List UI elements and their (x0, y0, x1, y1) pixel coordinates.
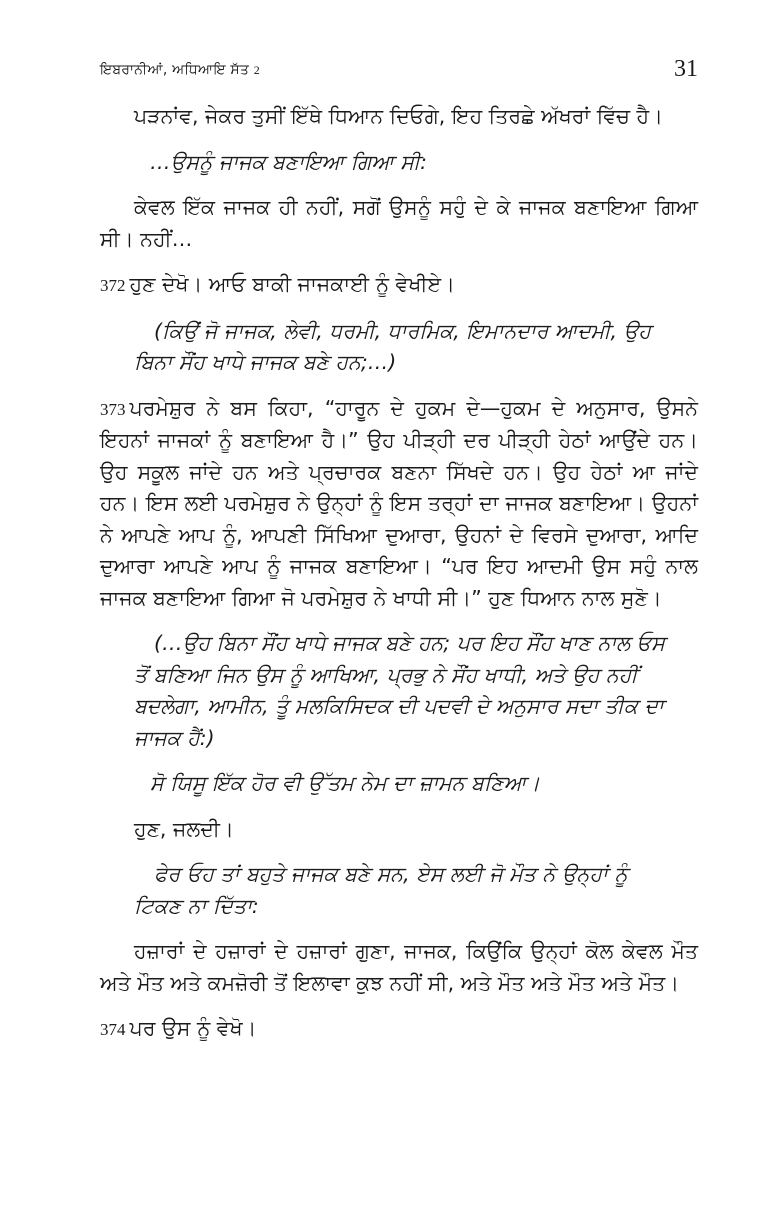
running-header (100, 56, 698, 86)
paragraph-number: 373 (100, 399, 126, 419)
scripture-quote: ਸੋ ਯਿਸੂ ਇੱਕ ਹੋਰ ਵੀ ਉੱਤਮ ਨੇਮ ਦਾ ਜ਼ਾਮਨ ਬਣਿਆ। (150, 771, 540, 795)
paragraph-text: ਪਰ ਉਸ ਨੂੰ ਵੇਖੋ। (129, 1016, 257, 1040)
scripture-quote: …ਉਸਨੂੰ ਜਾਜਕ ਬਣਾਇਆ ਗਿਆ ਸੀ: (150, 149, 428, 174)
numbered-paragraph-374 (100, 1013, 698, 1046)
paragraph: ਹੁਣ, ਜਲਦੀ। (134, 816, 234, 841)
scripture-quote: ਫੇਰ ਓਹ ਤਾਂ ਬਹੁਤੇ ਜਾਜਕ ਬਣੇ ਸਨ, ਏਸ ਲਈ ਜੋ ਮੌਤ ਨੇ ਉਨ੍ਹਾਂ ਨੂੰ ਟਿਕਣ ਨਾ ਦਿੱਤਾ: (134, 862, 628, 918)
header-chapter-number: 2 (253, 63, 260, 77)
paragraph-text: ਪਰਮੇਸ਼ੁਰ ਨੇ ਬਸ ਕਿਹਾ, “ਹਾਰੂਨ ਦੇ ਹੁਕਮ ਦੇ—ਹੁਕਮ ਦੇ ਅਨੁਸਾਰ, ਉਸਨੇ ਇਹਨਾਂ ਜਾਜਕਾਂ ਨੂੰ ਬਣਾਇਆ ਹੈ।” ਉਹ ਪੀੜ੍ਹੀ ਦਰ ਪੀੜ੍ਹੀ ਹੇਠਾਂ ਆਉਂਦੇ ਹਨ। ਉਹ ਸਕੂਲ ਜਾਂਦੇ ਹਨ ਅਤੇ ਪ੍ਰਚਾਰਕ ਬਣਨਾ ਸਿੱਖਦੇ ਹਨ। ਉਹ ਹੇਠਾਂ ਆ ਜਾਂਦੇ ਹਨ। ਇਸ ਲਈ ਪਰਮੇਸ਼ੁਰ ਨੇ ਉਨ੍ਹਾਂ ਨੂੰ ਇਸ ਤਰ੍ਹਾਂ ਦਾ ਜਾਜਕ ਬਣਾਇਆ। ਉਹਨਾਂ ਨੇ ਆਪਣੇ ਆਪ ਨੂੰ, ਆਪਣੀ ਸਿੱਖਿਆ ਦੁਆਰਾ, ਉਹਨਾਂ ਦੇ ਵਿਰਸੇ ਦੁਆਰਾ, ਆਦਿ ਦੁਆਰਾ ਆਪਣੇ ਆਪ ਨੂੰ ਜਾਜਕ ਬਣਾਇਆ। “ਪਰ ਇਹ ਆਦਮੀ ਉਸ ਸਹੁੰ ਨਾਲ ਜਾਜਕ ਬਣਾਇਆ ਗਿਆ ਜੋ ਪਰਮੇਸ਼ੁਰ ਨੇ ਖਾਧੀ ਸੀ।” ਹੁਣ ਧਿਆਨ ਨਾਲ ਸੁਣੋ। (100, 395, 698, 610)
scripture-quote: (…ਉਹ ਬਿਨਾ ਸੌਂਹ ਖਾਧੇ ਜਾਜਕ ਬਣੇ ਹਨ; ਪਰ ਇਹ ਸੌਂਹ ਖਾਣ ਨਾਲ ਓਸ ਤੋਂ ਬਣਿਆ ਜਿਨ ਉਸ ਨੂੰ ਆਖਿਆ, ਪ੍ਰਭੁ ਨੇ ਸੌਂਹ ਖਾਧੀ, ਅਤੇ ਉਹ ਨਹੀਂ ਬਦਲੇਗਾ, ਆਮੀਨ, ਤੂੰ ਮਲਕਿਸਿਦਕ ਦੀ ਪਦਵੀ ਦੇ ਅਨੁਸਾਰ ਸਦਾ ਤੀਕ ਦਾ ਜਾਜਕ ਹੈਂ:) (134, 631, 665, 750)
paragraph-number: 374 (100, 1020, 126, 1039)
header-title-text: ਇਬਰਾਨੀਆਂ, ਅਧਿਆਇ ਸੱਤ (100, 62, 250, 78)
page-number: 31 (674, 56, 698, 82)
paragraph-text: ਹੁਣ ਦੇਖੋ। ਆਓ ਬਾਕੀ ਜਾਜਕਾਈ ਨੂੰ ਵੇਖੀਏ। (129, 272, 455, 296)
body-text (100, 101, 698, 1060)
numbered-paragraph-372 (100, 269, 698, 302)
paragraph: ਪੜਨਾਂਵ, ਜੇਕਰ ਤੁਸੀਂ ਇੱਥੇ ਧਿਆਨ ਦਿਓਗੇ, ਇਹ ਤਿਰਛੇ ਅੱਖਰਾਂ ਵਿੱਚ ਹੈ। (134, 104, 663, 128)
numbered-paragraph-373 (100, 393, 698, 615)
paragraph-number: 372 (100, 276, 126, 295)
paragraph: ਹਜ਼ਾਰਾਂ ਦੇ ਹਜ਼ਾਰਾਂ ਦੇ ਹਜ਼ਾਰਾਂ ਗੁਣਾ, ਜਾਜਕ, ਕਿਉਂਕਿ ਉਨ੍ਹਾਂ ਕੋਲ ਕੇਵਲ ਮੌਤ ਅਤੇ ਮੌਤ ਅਤੇ ਕਮਜ਼ੋਰੀ ਤੋਂ ਇਲਾਵਾ ਕੁਝ ਨਹੀਂ ਸੀ, ਅਤੇ ਮੌਤ ਅਤੇ ਮੌਤ ਅਤੇ ਮੌਤ। (100, 939, 698, 995)
running-header-title (100, 62, 260, 78)
scripture-quote: (ਕਿਉਂ ਜੋ ਜਾਜਕ, ਲੇਵੀ, ਧਰਮੀ, ਧਾਰਮਿਕ, ਇਮਾਨਦਾਰ ਆਦਮੀ, ਉਹ ਬਿਨਾ ਸੌਂਹ ਖਾਧੇ ਜਾਜਕ ਬਣੇ ਹਨ;…) (134, 318, 651, 374)
paragraph: ਕੇਵਲ ਇੱਕ ਜਾਜਕ ਹੀ ਨਹੀਂ, ਸਗੋਂ ਉਸਨੂੰ ਸਹੁੰ ਦੇ ਕੇ ਜਾਜਕ ਬਣਾਇਆ ਗਿਆ ਸੀ। ਨਹੀਂ… (100, 195, 698, 251)
